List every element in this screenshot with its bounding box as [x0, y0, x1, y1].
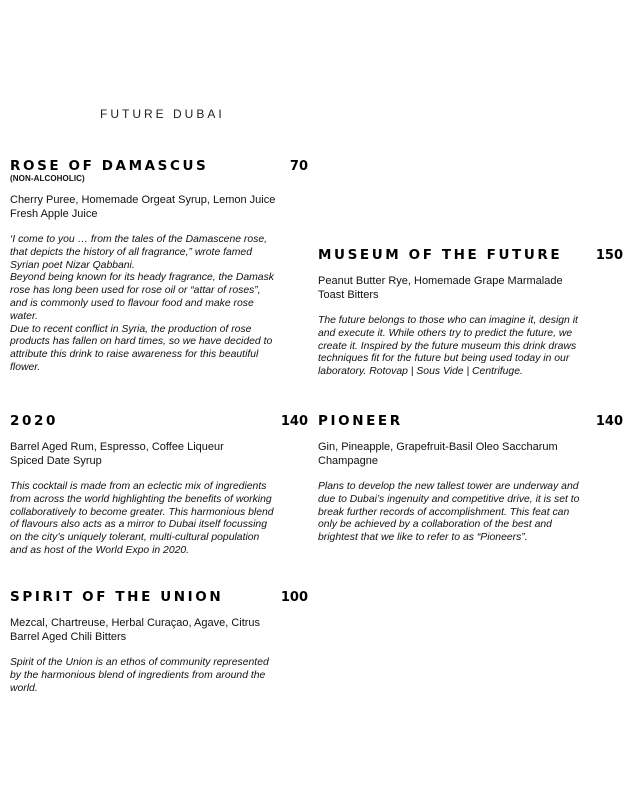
story-line: attribute this drink to raise awareness for this beautiful: [10, 349, 259, 361]
story-line: rose has long been used for rose oil or “attar of roses”,: [10, 285, 261, 297]
item-name: ROSE OF DAMASCUS: [10, 158, 209, 174]
menu-item-spirit-of-the-union: [10, 589, 308, 695]
item-header: [318, 413, 623, 429]
item-price: 70: [289, 159, 308, 174]
item-name: MUSEUM OF THE FUTURE: [318, 247, 563, 263]
item-header: [10, 589, 308, 605]
story-line: collaboratively to become greater. This harmonious blend: [10, 506, 274, 518]
item-ingredients: [318, 441, 623, 468]
story-line: only be achieved by a collaboration of the best and: [318, 519, 552, 531]
item-price: 140: [280, 414, 308, 429]
item-header: [10, 413, 308, 429]
ingredients-line: Champagne: [318, 454, 378, 467]
item-story: [10, 657, 308, 695]
story-line: Syrian poet Nizar Qabbani.: [10, 259, 135, 271]
ingredients-line: Barrel Aged Chili Bitters: [10, 630, 127, 643]
menu-item-museum-of-the-future: [318, 247, 623, 379]
ingredients-line: Toast Bitters: [318, 288, 379, 301]
item-ingredients: [10, 441, 308, 468]
item-name: 2020: [10, 413, 58, 429]
ingredients-line: Fresh Apple Juice: [10, 207, 98, 220]
item-name: SPIRIT OF THE UNION: [10, 589, 224, 605]
item-ingredients: [318, 275, 623, 302]
item-story: [10, 481, 308, 558]
menu-item-pioneer: [318, 413, 623, 545]
story-line: that depicts the history of all fragrance,” wrote famed: [10, 246, 252, 258]
story-line: Plans to develop the new tallest tower are underway and: [318, 481, 579, 492]
item-price: 100: [280, 590, 308, 605]
item-name: PIONEER: [318, 413, 403, 429]
story-line: products has fallen on hard times, so we have decided to: [10, 336, 273, 348]
story-line: create it. Inspired by the future museum this drink draws: [318, 340, 577, 352]
story-line: brightest that we like to refer to as “Pioneers”.: [318, 532, 528, 544]
item-ingredients: [10, 617, 308, 644]
story-line: due to Dubai’s ingenuity and competitive drive, it is set to: [318, 493, 580, 505]
ingredients-line: Gin, Pineapple, Grapefruit-Basil Oleo Saccharum: [318, 441, 558, 453]
story-line: break further records of accomplishment. This feat can: [318, 506, 570, 518]
story-line: and is commonly used to flavour food and make rose: [10, 297, 254, 309]
ingredients-line: Barrel Aged Rum, Espresso, Coffee Liqueur: [10, 441, 224, 453]
story-line: laboratory. Rotovap | Sous Vide | Centrifuge.: [318, 366, 523, 378]
ingredients-line: Spiced Date Syrup: [10, 454, 102, 467]
story-line: on the city’s uniquely tolerant, multi-cultural population: [10, 532, 260, 544]
story-line: world.: [10, 682, 38, 694]
menu-item-rose-of-damascus: [10, 158, 308, 375]
story-line: The future belongs to those who can imagine it, design it: [318, 315, 578, 326]
item-price: 140: [595, 414, 623, 429]
ingredients-line: Cherry Puree, Homemade Orgeat Syrup, Lemon Juice: [10, 194, 276, 206]
story-line: water.: [10, 310, 38, 322]
story-line: Spirit of the Union is an ethos of community represented: [10, 657, 269, 668]
item-price: 150: [595, 248, 623, 263]
section-title: FUTURE DUBAI: [100, 107, 225, 121]
item-ingredients: [10, 194, 308, 221]
story-line: from across the world highlighting the benefits of working: [10, 493, 272, 505]
story-line: by the harmonious blend of ingredients from around the: [10, 669, 266, 681]
item-header: [318, 247, 623, 263]
story-line: and execute it. While others try to predict the future, we: [318, 327, 573, 339]
ingredients-line: Mezcal, Chartreuse, Herbal Curaçao, Agave, Citrus: [10, 617, 261, 629]
story-line: flower.: [10, 361, 41, 373]
item-story: [318, 481, 623, 545]
story-line: This cocktail is made from an eclectic mix of ingredients: [10, 481, 267, 492]
item-note: (NON-ALCOHOLIC): [10, 174, 85, 183]
item-story: [10, 234, 308, 375]
story-line: of flavours also acts as a mirror to Dubai itself focussing: [10, 519, 267, 531]
item-story: [318, 315, 623, 379]
story-line: Beyond being known for its heady fragrance, the Damask: [10, 272, 274, 284]
menu-item-2020: [10, 413, 308, 558]
ingredients-line: Peanut Butter Rye, Homemade Grape Marmalade: [318, 275, 563, 287]
story-line: Due to recent conflict in Syria, the production of rose: [10, 323, 252, 335]
story-line: techniques fit for the future but being used today in our: [318, 353, 570, 365]
story-line: ‘I come to you … from the tales of the Damascene rose,: [10, 234, 267, 245]
story-line: and as host of the World Expo in 2020.: [10, 544, 190, 556]
item-header: [10, 158, 308, 174]
